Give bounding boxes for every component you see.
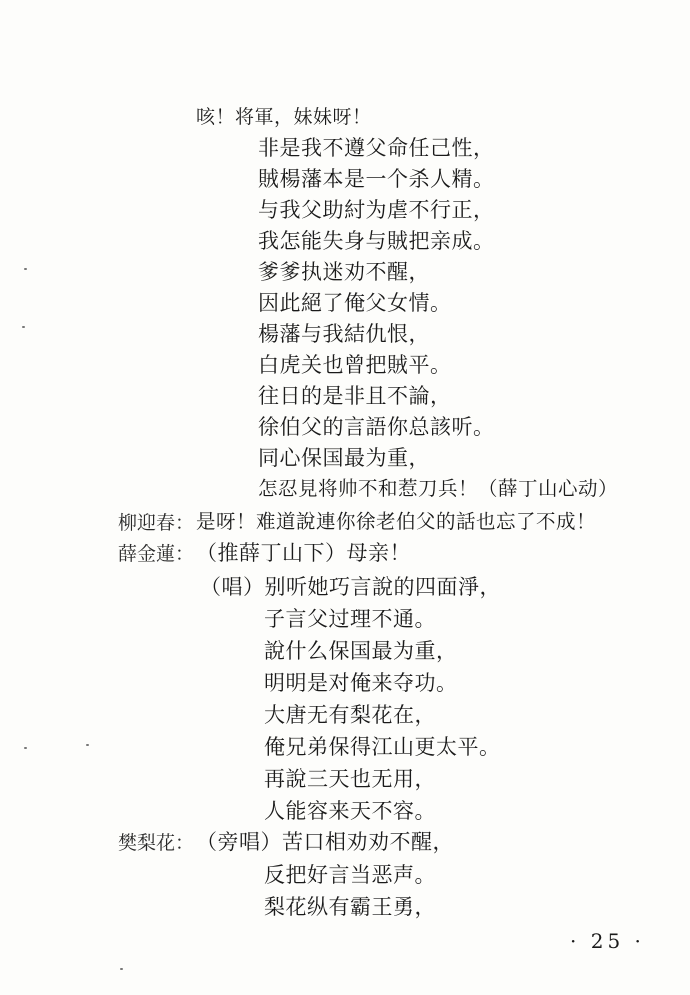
stage-direction-line: （推薛丁山下）母亲！ [196, 541, 411, 565]
scan-speck [24, 268, 27, 270]
dialogue-line: 咳！将軍，妹妹呀！ [196, 106, 372, 128]
scan-speck [22, 326, 25, 328]
verse-line: 反把好言当恶声。 [264, 863, 436, 887]
verse-line: 爹爹执迷劝不醒， [258, 260, 430, 284]
verse-line: 人能容来天不容。 [264, 799, 436, 823]
scan-speck [86, 744, 89, 746]
speaker-name: 樊梨花： [118, 832, 195, 854]
verse-line: 非是我不遵父命任己性， [258, 136, 495, 160]
speaker-name: 薛金蓮： [118, 543, 195, 565]
verse-line: 梨花纵有霸王勇， [264, 895, 436, 919]
verse-line: 楊藩与我結仇恨， [258, 322, 430, 346]
verse-line: 因此絕了俺父女情。 [258, 291, 452, 315]
verse-line: 同心保国最为重， [258, 446, 430, 470]
dialogue-line: 是呀！难道說連你徐老伯父的話也忘了不成！ [196, 510, 597, 533]
verse-line: （旁唱）苦口相劝劝不醒， [196, 830, 454, 854]
verse-line: 俺兄弟保得江山更太平。 [264, 735, 501, 759]
verse-line: 說什么保国最为重， [264, 639, 458, 663]
page-number: · 25 · [570, 929, 645, 953]
verse-line: 大唐无有梨花在， [264, 703, 436, 727]
verse-line: 白虎关也曾把賊平。 [258, 353, 452, 377]
verse-line: 往日的是非且不論， [258, 384, 452, 408]
speaker-name: 柳迎春： [118, 512, 195, 534]
verse-line: 我怎能失身与賊把亲成。 [258, 229, 495, 253]
verse-line: 徐伯父的言語你总該听。 [258, 415, 495, 439]
scan-speck [120, 968, 123, 970]
scan-speck [24, 747, 27, 749]
verse-line: 賊楊藩本是一个杀人精。 [258, 167, 495, 191]
verse-line: （唱）别听她巧言說的四面淨， [200, 575, 501, 599]
verse-line: 明明是对俺来夺功。 [264, 671, 458, 695]
verse-line: 再說三天也无用， [264, 767, 436, 791]
verse-line: 怎忍見将帅不和惹刀兵！（薛丁山心动） [258, 477, 619, 500]
verse-line: 与我父助紂为虐不行正， [258, 198, 495, 222]
verse-line: 子言父过理不通。 [264, 607, 436, 631]
